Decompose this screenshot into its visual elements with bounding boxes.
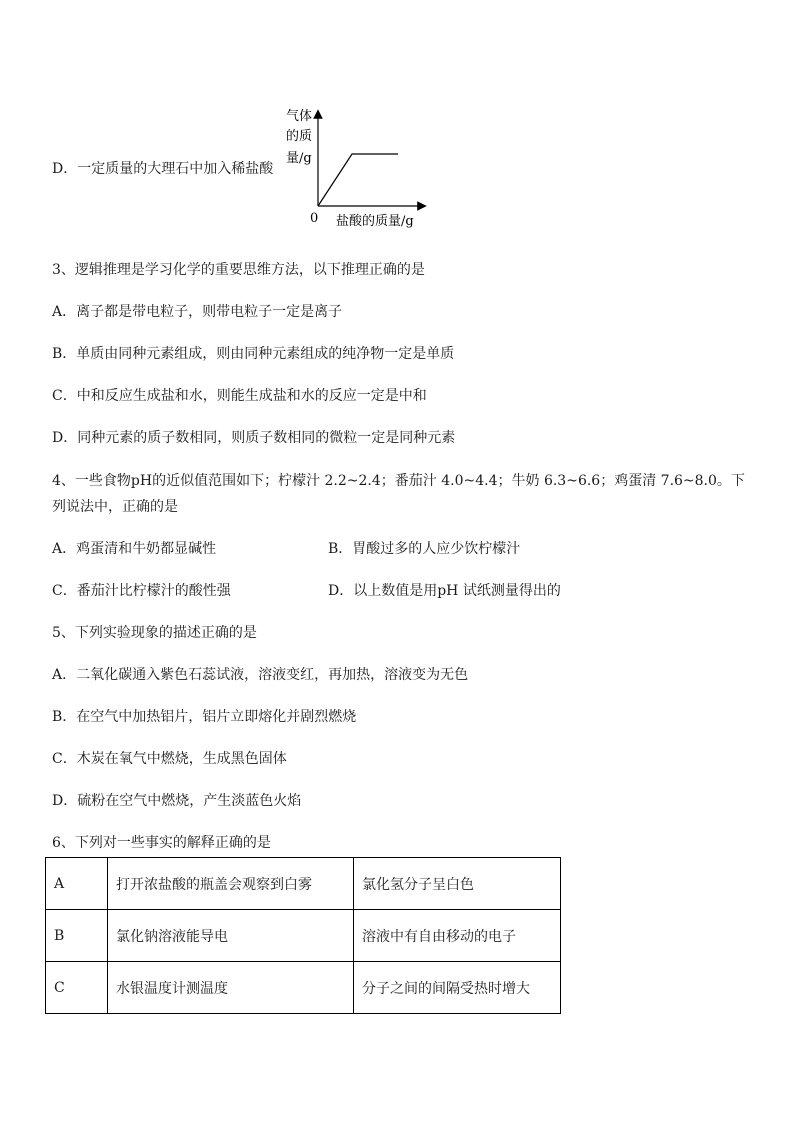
row-label: A [46, 858, 108, 910]
q4-option-d: D．以上数值是用pH 试纸测量得出的 [328, 583, 561, 599]
gas-curve [318, 154, 398, 206]
row-label: B [46, 910, 108, 962]
q5-option-a: A．二氧化碳通入紫色石蕊试液，溶液变红，再加热，溶液变为无色 [52, 667, 469, 683]
x-axis-label: 盐酸的质量/g [336, 214, 414, 229]
q3-option-a: A．离子都是带电粒子，则带电粒子一定是离子 [52, 304, 343, 320]
y-label-1: 气体 [286, 109, 313, 124]
row-fact: 氯化钠溶液能导电 [108, 910, 354, 962]
row-fact: 水银温度计测温度 [108, 962, 354, 1014]
q4-stem-line1: 4、一些食物pH的近似值范围如下；柠檬汁 2.2~2.4；番茄汁 4.0~4.4；牛奶 6.3~6.6；鸡蛋清 7.6~8.0。下 [52, 473, 745, 489]
q3-stem: 3、逻辑推理是学习化学的重要思维方法，以下推理正确的是 [52, 262, 425, 278]
q6-stem: 6、下列对一些事实的解释正确的是 [52, 835, 271, 851]
y-label-3: 量/g [286, 151, 312, 166]
q4-option-b: B．胃酸过多的人应少饮柠檬汁 [328, 541, 521, 557]
q5-stem: 5、下列实验现象的描述正确的是 [52, 625, 257, 641]
gas-mass-graph [280, 104, 430, 229]
q3-option-d: D．同种元素的质子数相同，则质子数相同的微粒一定是同种元素 [52, 430, 456, 446]
q5-option-d: D．硫粉在空气中燃烧，产生淡蓝色火焰 [52, 793, 302, 809]
row-fact: 打开浓盐酸的瓶盖会观察到白雾 [108, 858, 354, 910]
table-row [46, 910, 561, 962]
q4-option-c: C．番茄汁比柠檬汁的酸性强 [52, 583, 231, 599]
table-row [46, 962, 561, 1014]
q3-option-b: B．单质由同种元素组成，则由同种元素组成的纯净物一定是单质 [52, 346, 455, 362]
q6-table [45, 857, 561, 1014]
row-explanation: 溶液中有自由移动的电子 [354, 910, 561, 962]
q4-stem-line2: 列说法中，正确的是 [52, 499, 178, 515]
row-explanation: 氯化氢分子呈白色 [354, 858, 561, 910]
table-row [46, 858, 561, 910]
q3-option-c: C．中和反应生成盐和水，则能生成盐和水的反应一定是中和 [52, 388, 427, 404]
origin-label: 0 [310, 211, 319, 226]
q5-option-b: B．在空气中加热铝片，铝片立即熔化并剧烈燃烧 [52, 709, 357, 725]
row-label: C [46, 962, 108, 1014]
q4-option-a: A．鸡蛋清和牛奶都显碱性 [52, 541, 217, 557]
y-label-2: 的质 [286, 129, 313, 144]
q2-option-d: D．一定质量的大理石中加入稀盐酸 [52, 161, 274, 177]
q5-option-c: C．木炭在氧气中燃烧，生成黑色固体 [52, 751, 287, 767]
row-explanation: 分子之间的间隔受热时增大 [354, 962, 561, 1014]
